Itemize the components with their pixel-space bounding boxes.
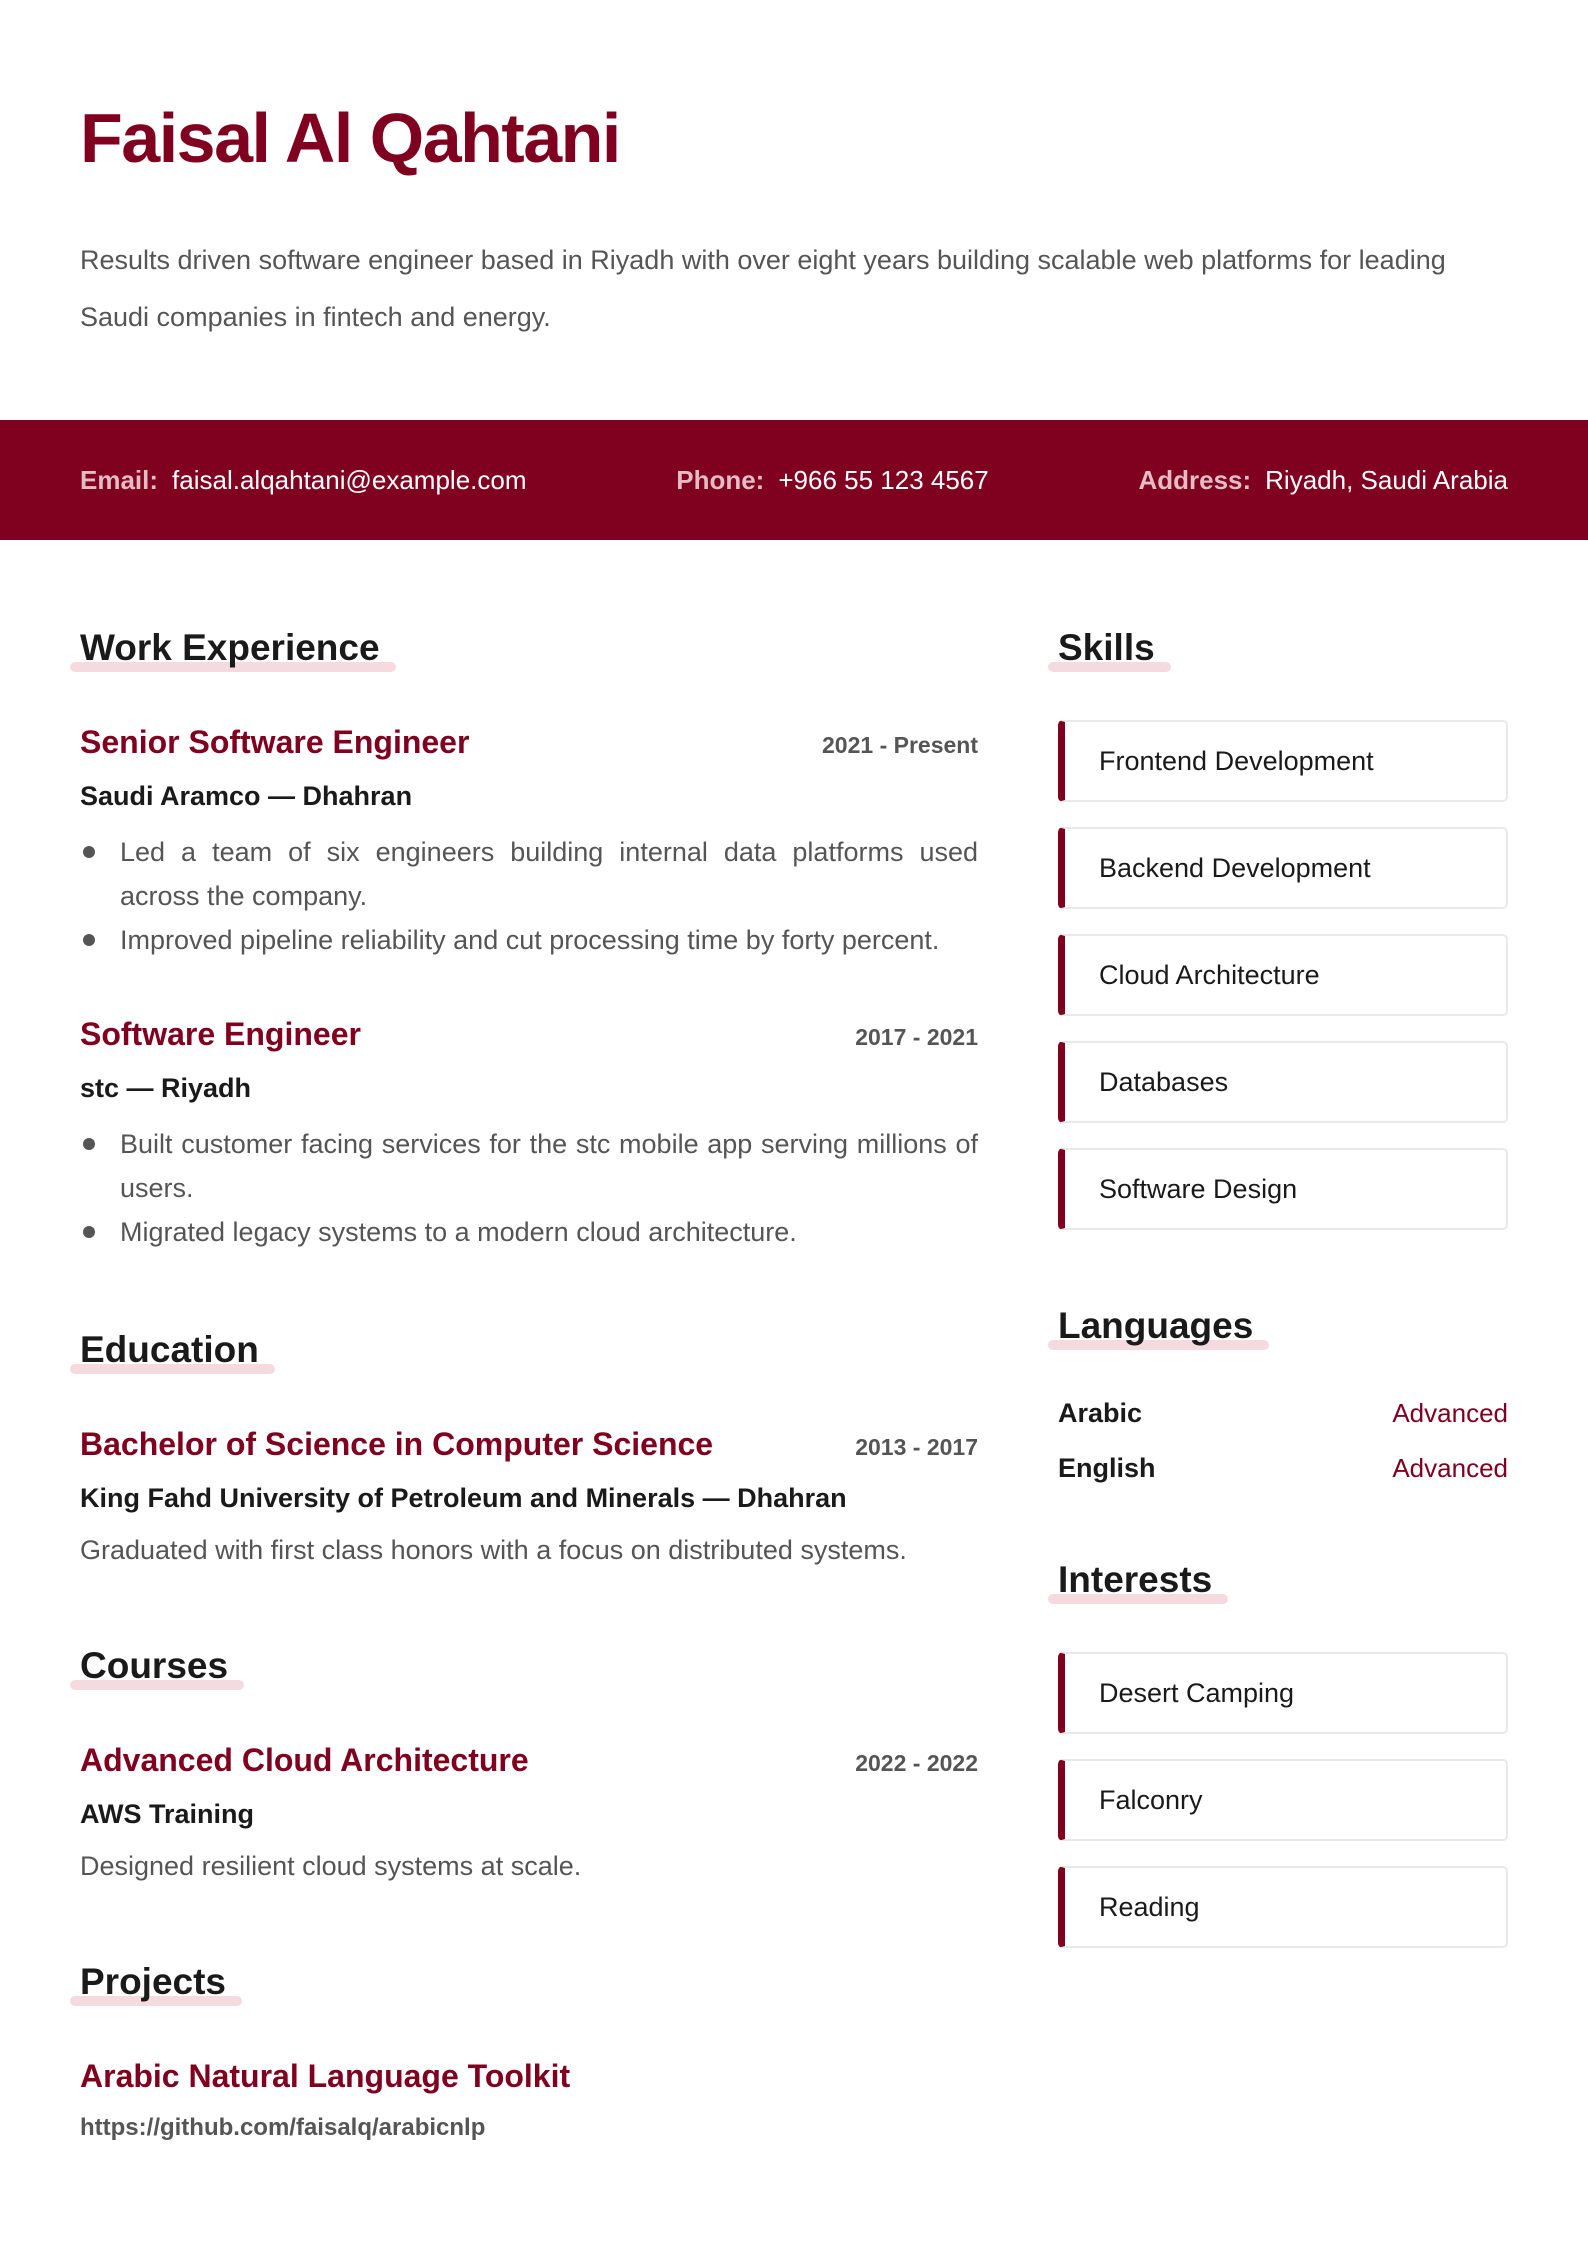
bullet-item: Built customer facing services for the stc mobile app serving millions of users.: [80, 1122, 978, 1210]
email-label: Email:: [80, 464, 159, 495]
address-label: Address:: [1138, 464, 1252, 495]
contact-bar: [0, 420, 1588, 540]
interest-tag: Desert Camping: [1058, 1652, 1508, 1734]
skills-section: [1058, 620, 1508, 1230]
job-company: stc — Riyadh: [80, 1073, 252, 1103]
skills-list: [1058, 720, 1508, 1230]
work-experience-section: [80, 620, 978, 1254]
phone-label: Phone:: [676, 464, 765, 495]
course-title: Advanced Cloud Architecture: [80, 1742, 529, 1778]
section-title-interests: Interests: [1058, 1552, 1212, 1608]
profile-summary: Results driven software engineer based in Riyadh with over eight years building scalable web platforms for leading Saudi companies in fintech and energy.: [80, 245, 1446, 332]
address-value: Riyadh, Saudi Arabia: [1265, 464, 1508, 495]
project-link[interactable]: https://github.com/faisalq/arabicnlp: [80, 2114, 486, 2141]
course-provider: AWS Training: [80, 1799, 255, 1829]
bullet-item: Improved pipeline reliability and cut processing time by forty percent.: [80, 918, 978, 962]
section-title-work: Work Experience: [80, 620, 380, 676]
language-row: [1058, 1398, 1508, 1429]
interest-tag: Reading: [1058, 1866, 1508, 1948]
contact-address: [1138, 465, 1508, 496]
interest-tag: Falconry: [1058, 1759, 1508, 1841]
language-name: Arabic: [1058, 1398, 1143, 1428]
main-column: [80, 620, 978, 2210]
education-dates: 2013 - 2017: [855, 1434, 978, 1460]
contact-email: [80, 465, 527, 496]
skill-tag: Databases: [1058, 1041, 1508, 1123]
candidate-name: Faisal Al Qahtani: [80, 99, 620, 177]
course-entry: [80, 1738, 978, 1886]
language-level: Advanced: [1392, 1453, 1508, 1483]
job-bullets: [80, 830, 978, 962]
section-title-courses: Courses: [80, 1638, 228, 1694]
language-name: English: [1058, 1453, 1156, 1483]
entry-header: [80, 1738, 978, 1782]
degree-title: Bachelor of Science in Computer Science: [80, 1426, 714, 1462]
entry-header: [80, 1012, 978, 1056]
job-bullets: [80, 1122, 978, 1254]
work-entry: [80, 1012, 978, 1254]
languages-section: [1058, 1298, 1508, 1484]
courses-section: [80, 1638, 978, 1886]
resume-header: [0, 0, 1588, 346]
entry-header: [80, 1422, 978, 1466]
interests-section: [1058, 1552, 1508, 1948]
interests-list: [1058, 1652, 1508, 1948]
job-title: Senior Software Engineer: [80, 724, 470, 760]
project-title: Arabic Natural Language Toolkit: [80, 2058, 571, 2094]
skill-tag: Frontend Development: [1058, 720, 1508, 802]
education-section: [80, 1322, 978, 1570]
bullet-item: Led a team of six engineers building internal data platforms used across the company.: [80, 830, 978, 918]
course-description: Designed resilient cloud systems at scale.: [80, 1851, 582, 1881]
section-title-skills: Skills: [1058, 620, 1155, 676]
job-dates: 2021 - Present: [822, 732, 978, 758]
phone-value[interactable]: +966 55 123 4567: [778, 464, 989, 495]
education-entry: [80, 1422, 978, 1570]
skill-tag: Backend Development: [1058, 827, 1508, 909]
bullet-item: Migrated legacy systems to a modern cloud architecture.: [80, 1210, 978, 1254]
project-entry: [80, 2054, 978, 2142]
job-dates: 2017 - 2021: [855, 1024, 978, 1050]
course-dates: 2022 - 2022: [855, 1750, 978, 1776]
email-value[interactable]: faisal.alqahtani@example.com: [172, 464, 527, 495]
section-title-languages: Languages: [1058, 1298, 1253, 1354]
language-row: [1058, 1453, 1508, 1484]
skill-tag: Software Design: [1058, 1148, 1508, 1230]
skill-tag: Cloud Architecture: [1058, 934, 1508, 1016]
job-title: Software Engineer: [80, 1016, 361, 1052]
projects-section: [80, 1954, 978, 2142]
section-title-projects: Projects: [80, 1954, 226, 2010]
sidebar-column: [1058, 620, 1508, 2016]
work-entry: [80, 720, 978, 962]
school-name: King Fahd University of Petroleum and Minerals — Dhahran: [80, 1483, 847, 1513]
education-description: Graduated with first class honors with a focus on distributed systems.: [80, 1535, 907, 1565]
entry-header: [80, 720, 978, 764]
section-title-education: Education: [80, 1322, 259, 1378]
job-company: Saudi Aramco — Dhahran: [80, 781, 413, 811]
contact-phone: [676, 465, 988, 496]
language-level: Advanced: [1392, 1398, 1508, 1428]
